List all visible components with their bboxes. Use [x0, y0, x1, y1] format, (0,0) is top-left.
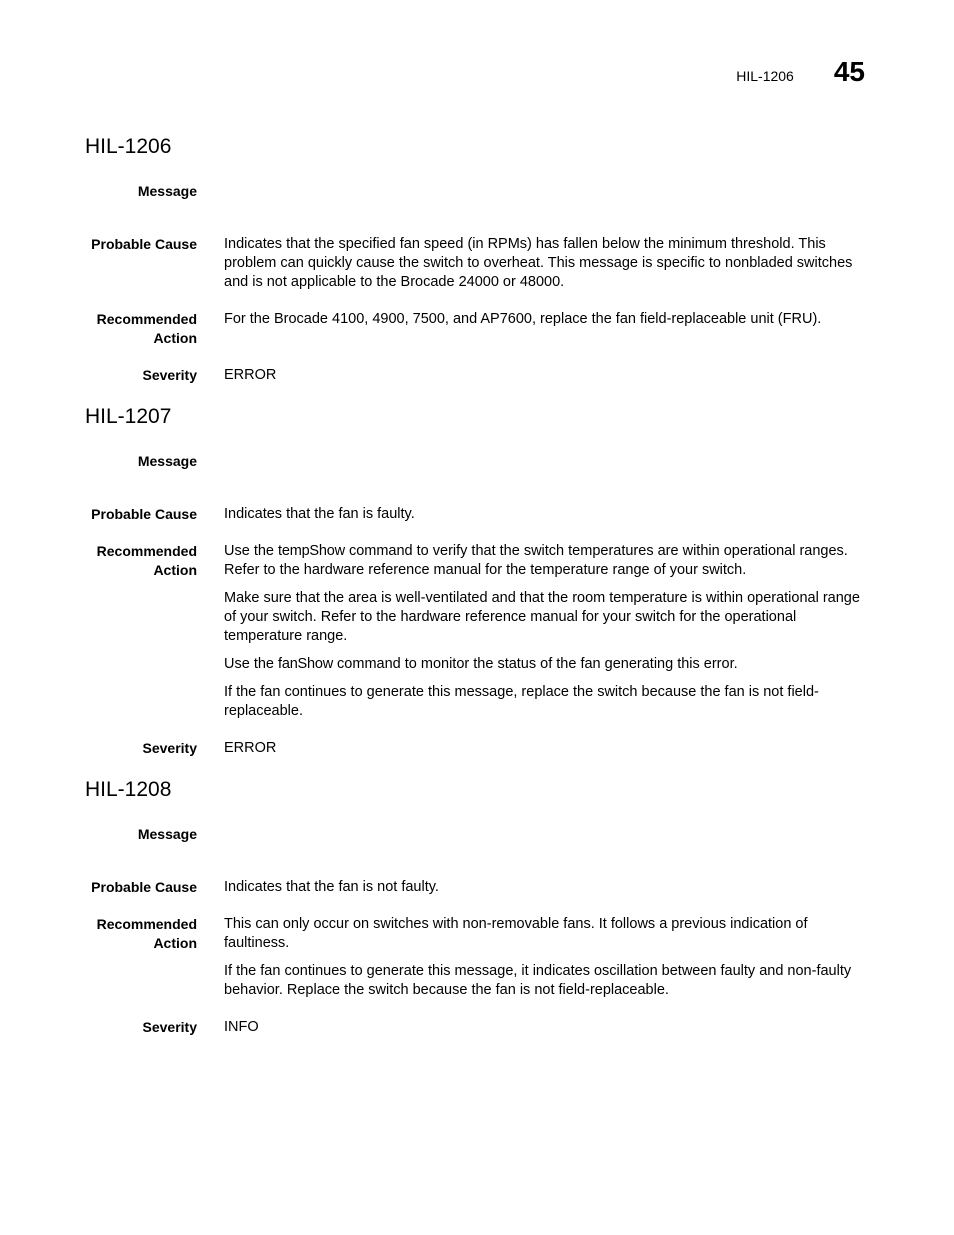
text-run: Use the — [224, 543, 278, 559]
recommended-action-text — [224, 310, 869, 348]
action-paragraph: If the fan continues to generate this message, replace the switch because the fan is not field-replaceable. — [224, 684, 819, 719]
page-content — [85, 133, 869, 1055]
probable-cause-label: Probable Cause — [91, 506, 197, 522]
label-line-1: Recommended — [96, 311, 197, 327]
section-title: HIL-1208 — [85, 778, 172, 801]
message-entry — [85, 182, 869, 201]
recommended-action-label — [85, 915, 197, 1000]
probable-cause-text — [224, 505, 869, 524]
severity-entry — [85, 366, 869, 385]
action-paragraph — [224, 542, 869, 580]
action-paragraph: Make sure that the area is well-ventilated and that the room temperature is within operational range of your switch. Refer to the hardware reference manual for your switch for the operational temperature range. — [224, 590, 860, 644]
action-paragraph: For the Brocade 4100, 4900, 7500, and AP7600, replace the fan field-replaceable unit (FRU). — [224, 311, 822, 327]
label-line-2: Action — [153, 935, 197, 951]
section-hil-1206 — [85, 133, 869, 385]
severity-value: INFO — [224, 1019, 259, 1035]
action-paragraph: If the fan continues to generate this message, it indicates oscillation between faulty and non-faulty behavior. Replace the switch because the fan is not field-replaceable. — [224, 963, 852, 998]
probable-cause-paragraph: Indicates that the fan is faulty. — [224, 506, 415, 522]
text-run: Use the — [224, 656, 278, 672]
probable-cause-text — [224, 878, 869, 897]
label-line-1: Recommended — [96, 543, 197, 559]
message-body — [224, 825, 869, 844]
label-line-1: Recommended — [96, 916, 197, 932]
message-body — [224, 182, 869, 201]
recommended-action-text — [224, 542, 869, 721]
label-line-2: Action — [153, 562, 197, 578]
severity-label: Severity — [142, 367, 197, 383]
label-line-2: Action — [153, 330, 197, 346]
command-fanshow: fanShow — [278, 656, 334, 672]
message-label: Message — [137, 453, 197, 469]
section-title: HIL-1207 — [85, 405, 172, 428]
recommended-action-text — [224, 915, 869, 1000]
probable-cause-label: Probable Cause — [91, 236, 197, 252]
message-entry — [85, 452, 869, 471]
severity-entry — [85, 1018, 869, 1037]
severity-label: Severity — [142, 1019, 197, 1035]
recommended-action-entry — [85, 310, 869, 348]
section-title: HIL-1206 — [85, 135, 172, 158]
recommended-action-label — [85, 310, 197, 348]
running-head-title: HIL-1206 — [736, 68, 794, 84]
severity-value: ERROR — [224, 367, 277, 383]
probable-cause-text — [224, 235, 869, 292]
text-run: command to monitor the status of the fan generating this error. — [333, 656, 738, 672]
command-tempshow: tempShow — [278, 543, 345, 559]
recommended-action-label — [85, 542, 197, 721]
probable-cause-paragraph: Indicates that the fan is not faulty. — [224, 879, 439, 895]
text-run: command to verify that the switch temperatures are within operational ranges. Refer to the hardware reference manual for the temperature range of your switch. — [224, 543, 848, 578]
probable-cause-label: Probable Cause — [91, 879, 197, 895]
message-body — [224, 452, 869, 471]
probable-cause-paragraph: Indicates that the specified fan speed (in RPMs) has fallen below the minimum threshold. This problem can quickly cause the switch to overheat. This message is specific to nonbladed switches and is not applicable to the Brocade 24000 or 48000. — [224, 236, 853, 290]
recommended-action-entry — [85, 542, 869, 721]
chapter-number: 45 — [833, 56, 865, 87]
message-label: Message — [137, 183, 197, 199]
section-hil-1208 — [85, 776, 869, 1037]
severity-value: ERROR — [224, 740, 277, 756]
probable-cause-entry — [85, 235, 869, 292]
action-paragraph — [224, 655, 869, 674]
message-entry — [85, 825, 869, 844]
running-head — [736, 56, 865, 88]
section-hil-1207 — [85, 403, 869, 758]
message-label: Message — [137, 826, 197, 842]
action-paragraph: This can only occur on switches with non-removable fans. It follows a previous indication of faultiness. — [224, 916, 808, 951]
probable-cause-entry — [85, 878, 869, 897]
probable-cause-entry — [85, 505, 869, 524]
severity-label: Severity — [142, 740, 197, 756]
severity-entry — [85, 739, 869, 758]
recommended-action-entry — [85, 915, 869, 1000]
